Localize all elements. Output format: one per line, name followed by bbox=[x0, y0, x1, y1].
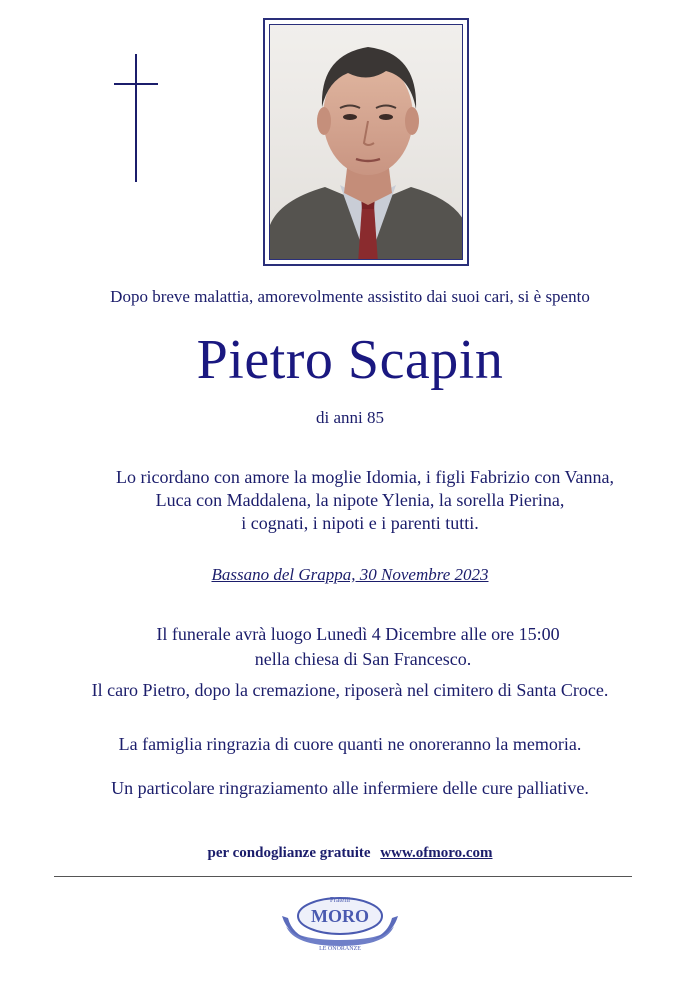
funeral-line: nella chiesa di San Francesco. bbox=[254, 649, 472, 669]
condolences-line bbox=[0, 845, 700, 862]
mourners-line: Lo ricordano con amore la moglie Idomia, i figli Fabrizio con Vanna, bbox=[115, 467, 615, 487]
place-date-text: Bassano del Grappa, 30 Novembre 2023 bbox=[211, 565, 489, 584]
cross-icon bbox=[114, 54, 158, 182]
website-link[interactable]: www.ofmoro.com bbox=[380, 845, 493, 861]
deceased-name: Pietro Scapin bbox=[196, 329, 504, 391]
condolences-label: per condoglianze gratuite bbox=[207, 845, 371, 861]
logo-bottom-text: LE ONORANZE bbox=[319, 946, 361, 952]
logo-main-text: MORO bbox=[311, 906, 369, 926]
moro-logo bbox=[280, 890, 400, 952]
mourners-block bbox=[0, 466, 700, 535]
portrait-photo bbox=[269, 24, 463, 260]
nurses-thanks: Un particolare ringraziamento alle infermiere delle cure palliative. bbox=[111, 778, 589, 798]
age-text: di anni 85 bbox=[316, 408, 384, 427]
family-thanks: La famiglia ringrazia di cuore quanti ne onoreranno la memoria. bbox=[118, 734, 582, 754]
intro-text: Dopo breve malattia, amorevolmente assistito dai suoi cari, si è spento bbox=[110, 287, 590, 306]
funeral-block bbox=[0, 622, 700, 672]
portrait-frame bbox=[263, 18, 469, 266]
logo-top-text: Fratelli bbox=[329, 896, 351, 904]
divider bbox=[54, 876, 632, 877]
place-date bbox=[0, 565, 700, 585]
mourners-line: Luca con Maddalena, la nipote Ylenia, la sorella Pierina, bbox=[155, 490, 565, 510]
mourners-line: i cognati, i nipoti e i parenti tutti. bbox=[241, 513, 479, 533]
funeral-line: Il funerale avrà luogo Lunedì 4 Dicembre alle ore 15:00 bbox=[156, 624, 560, 644]
cremation-text: Il caro Pietro, dopo la cremazione, riposerà nel cimitero di Santa Croce. bbox=[91, 680, 609, 700]
